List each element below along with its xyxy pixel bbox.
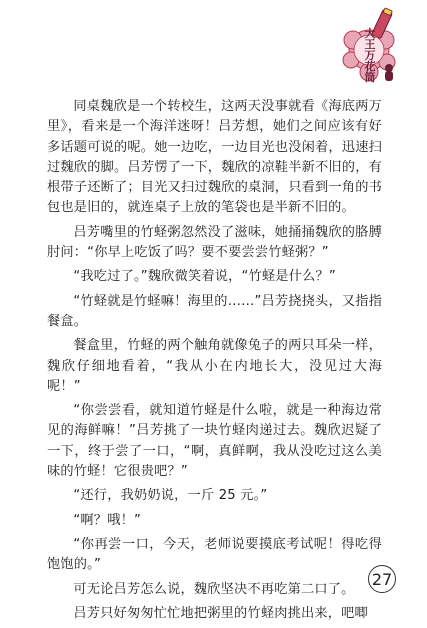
paragraph: “竹蛏就是竹蛏嘛！海里的……”吕芳挠挠头，又指指餐盒。 [47, 293, 382, 329]
logo-char: 筒 [364, 71, 376, 84]
logo-char: 花 [364, 60, 376, 73]
paragraph: “你再尝一口，今天，老师说要摸底考试呢！得吃得饱饱的。” [47, 536, 382, 573]
series-logo [337, 6, 401, 86]
paragraph: “还行，我奶奶说，一斤 25 元。” [73, 488, 268, 504]
logo-char: 王 [364, 38, 376, 51]
paragraph: 吕芳只好匆匆忙忙地把粥里的竹蛏肉挑出来，吧唧 [73, 605, 368, 621]
story-body [47, 97, 382, 628]
paragraph: 餐盒里，竹蛏的两个触角就像兔子的两只耳朵一样，魏欣仔细地看着，“我从小在内地长大，没见过大海呢！” [47, 338, 382, 394]
paragraph: “你尝尝看，就知道竹蛏是什么啦，就是一种海边常见的海鲜嘛！”吕芳挑了一块竹蛏肉递过去。魏欣迟疑了一下，终于尝了一口，“啊，真鲜啊，我从没吃过这么美味的竹蛏！它很贵吧？” [47, 403, 382, 480]
page-number: 27 [368, 565, 396, 593]
logo-char: 大 [364, 27, 376, 40]
logo-char: 万 [364, 49, 376, 62]
paragraph: 吕芳嘴里的竹蛏粥忽然没了滋味，她捅捅魏欣的胳膊肘问：“你早上吃饭了吗？要不要尝尝竹蛏粥？” [47, 224, 382, 261]
paragraph: 同桌魏欣是一个转校生，这两天没事就看《海底两万里》，看来是一个海洋迷呀！吕芳想，她们之间应该有好多话题可说的呢。她一边吃，一边目光也没闲着，迅速扫过魏欣的脚。吕芳愣了一下，魏欣的凉鞋半新不旧的，有根带子还断了；目光又扫过魏欣的桌洞，只看到一角的书包也是旧的，就连桌子上放的笔袋也是半新不旧的。 [47, 99, 382, 216]
paragraph: 可无论吕芳怎么说，魏欣坚决不再吃第二口了。 [73, 581, 355, 597]
logo-title [359, 28, 381, 83]
paragraph: “啊？哦！” [73, 512, 142, 528]
paragraph: “我吃过了。”魏欣微笑着说，“竹蛏是什么？” [73, 269, 336, 285]
